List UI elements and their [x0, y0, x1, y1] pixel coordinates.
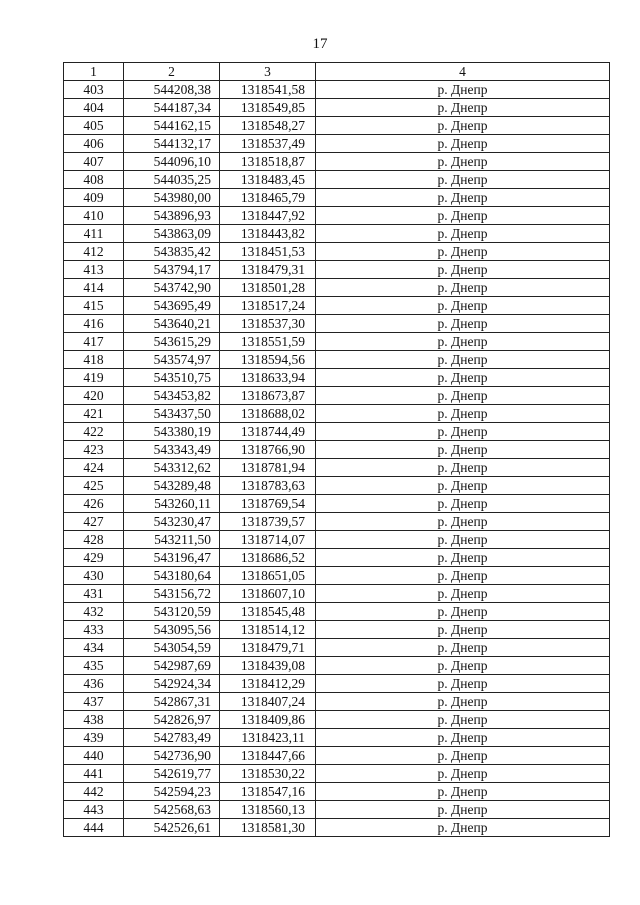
point-number-cell: 413: [64, 261, 124, 279]
table-row: [64, 351, 610, 369]
description-cell: р. Днепр: [316, 693, 610, 711]
x-coordinate-cell: 543510,75: [124, 369, 220, 387]
description-cell: р. Днепр: [316, 675, 610, 693]
description-cell: р. Днепр: [316, 135, 610, 153]
table-row: [64, 621, 610, 639]
column-header-3: 3: [220, 63, 316, 81]
description-cell: р. Днепр: [316, 369, 610, 387]
description-cell: р. Днепр: [316, 387, 610, 405]
description-cell: р. Днепр: [316, 297, 610, 315]
y-coordinate-cell: 1318447,92: [220, 207, 316, 225]
point-number-cell: 415: [64, 297, 124, 315]
point-number-cell: 432: [64, 603, 124, 621]
y-coordinate-cell: 1318451,53: [220, 243, 316, 261]
x-coordinate-cell: 543980,00: [124, 189, 220, 207]
table-row: [64, 315, 610, 333]
table-row: [64, 819, 610, 837]
point-number-cell: 439: [64, 729, 124, 747]
x-coordinate-cell: 543095,56: [124, 621, 220, 639]
y-coordinate-cell: 1318518,87: [220, 153, 316, 171]
point-number-cell: 443: [64, 801, 124, 819]
x-coordinate-cell: 543180,64: [124, 567, 220, 585]
description-cell: р. Днепр: [316, 405, 610, 423]
y-coordinate-cell: 1318651,05: [220, 567, 316, 585]
table-row: [64, 297, 610, 315]
table-row: [64, 153, 610, 171]
table-row: [64, 765, 610, 783]
y-coordinate-cell: 1318783,63: [220, 477, 316, 495]
table-row: [64, 801, 610, 819]
x-coordinate-cell: 543742,90: [124, 279, 220, 297]
table-row: [64, 441, 610, 459]
table-row: [64, 585, 610, 603]
point-number-cell: 442: [64, 783, 124, 801]
y-coordinate-cell: 1318547,16: [220, 783, 316, 801]
description-cell: р. Днепр: [316, 783, 610, 801]
y-coordinate-cell: 1318673,87: [220, 387, 316, 405]
point-number-cell: 424: [64, 459, 124, 477]
x-coordinate-cell: 542987,69: [124, 657, 220, 675]
y-coordinate-cell: 1318537,30: [220, 315, 316, 333]
x-coordinate-cell: 542736,90: [124, 747, 220, 765]
point-number-cell: 412: [64, 243, 124, 261]
table-row: [64, 747, 610, 765]
x-coordinate-cell: 542594,23: [124, 783, 220, 801]
x-coordinate-cell: 542568,63: [124, 801, 220, 819]
description-cell: р. Днепр: [316, 477, 610, 495]
description-cell: р. Днепр: [316, 729, 610, 747]
table-row: [64, 135, 610, 153]
description-cell: р. Днепр: [316, 657, 610, 675]
point-number-cell: 433: [64, 621, 124, 639]
x-coordinate-cell: 544132,17: [124, 135, 220, 153]
table-row: [64, 477, 610, 495]
y-coordinate-cell: 1318744,49: [220, 423, 316, 441]
table-row: [64, 225, 610, 243]
point-number-cell: 441: [64, 765, 124, 783]
point-number-cell: 422: [64, 423, 124, 441]
x-coordinate-cell: 543196,47: [124, 549, 220, 567]
table-row: [64, 639, 610, 657]
x-coordinate-cell: 543615,29: [124, 333, 220, 351]
column-header-2: 2: [124, 63, 220, 81]
point-number-cell: 423: [64, 441, 124, 459]
point-number-cell: 425: [64, 477, 124, 495]
description-cell: р. Днепр: [316, 531, 610, 549]
point-number-cell: 411: [64, 225, 124, 243]
table-row: [64, 171, 610, 189]
x-coordinate-cell: 543835,42: [124, 243, 220, 261]
x-coordinate-cell: 543211,50: [124, 531, 220, 549]
table-row: [64, 783, 610, 801]
point-number-cell: 404: [64, 99, 124, 117]
table-row: [64, 189, 610, 207]
x-coordinate-cell: 543863,09: [124, 225, 220, 243]
table-row: [64, 261, 610, 279]
description-cell: р. Днепр: [316, 225, 610, 243]
y-coordinate-cell: 1318548,27: [220, 117, 316, 135]
y-coordinate-cell: 1318739,57: [220, 513, 316, 531]
x-coordinate-cell: 543437,50: [124, 405, 220, 423]
table-row: [64, 333, 610, 351]
x-coordinate-cell: 543794,17: [124, 261, 220, 279]
description-cell: р. Днепр: [316, 243, 610, 261]
point-number-cell: 407: [64, 153, 124, 171]
description-cell: р. Днепр: [316, 315, 610, 333]
point-number-cell: 436: [64, 675, 124, 693]
y-coordinate-cell: 1318530,22: [220, 765, 316, 783]
description-cell: р. Днепр: [316, 207, 610, 225]
x-coordinate-cell: 544035,25: [124, 171, 220, 189]
table-row: [64, 603, 610, 621]
table-row: [64, 423, 610, 441]
y-coordinate-cell: 1318769,54: [220, 495, 316, 513]
x-coordinate-cell: 544162,15: [124, 117, 220, 135]
description-cell: р. Днепр: [316, 171, 610, 189]
point-number-cell: 416: [64, 315, 124, 333]
description-cell: р. Днепр: [316, 459, 610, 477]
description-cell: р. Днепр: [316, 585, 610, 603]
description-cell: р. Днепр: [316, 711, 610, 729]
x-coordinate-cell: 542826,97: [124, 711, 220, 729]
table-row: [64, 81, 610, 99]
description-cell: р. Днепр: [316, 441, 610, 459]
point-number-cell: 409: [64, 189, 124, 207]
x-coordinate-cell: 543260,11: [124, 495, 220, 513]
x-coordinate-cell: 543640,21: [124, 315, 220, 333]
column-header-1: 1: [64, 63, 124, 81]
point-number-cell: 430: [64, 567, 124, 585]
y-coordinate-cell: 1318607,10: [220, 585, 316, 603]
description-cell: р. Днепр: [316, 99, 610, 117]
x-coordinate-cell: 543156,72: [124, 585, 220, 603]
y-coordinate-cell: 1318766,90: [220, 441, 316, 459]
table-row: [64, 387, 610, 405]
point-number-cell: 427: [64, 513, 124, 531]
x-coordinate-cell: 542526,61: [124, 819, 220, 837]
point-number-cell: 428: [64, 531, 124, 549]
point-number-cell: 405: [64, 117, 124, 135]
coordinates-table: [63, 62, 610, 837]
point-number-cell: 417: [64, 333, 124, 351]
y-coordinate-cell: 1318549,85: [220, 99, 316, 117]
table-row: [64, 459, 610, 477]
point-number-cell: 440: [64, 747, 124, 765]
table-row: [64, 279, 610, 297]
y-coordinate-cell: 1318483,45: [220, 171, 316, 189]
x-coordinate-cell: 543312,62: [124, 459, 220, 477]
point-number-cell: 410: [64, 207, 124, 225]
description-cell: р. Днепр: [316, 747, 610, 765]
y-coordinate-cell: 1318594,56: [220, 351, 316, 369]
table-header-row: [64, 63, 610, 81]
page-number: 17: [312, 36, 328, 52]
description-cell: р. Днепр: [316, 279, 610, 297]
y-coordinate-cell: 1318714,07: [220, 531, 316, 549]
y-coordinate-cell: 1318501,28: [220, 279, 316, 297]
x-coordinate-cell: 542619,77: [124, 765, 220, 783]
table-row: [64, 711, 610, 729]
description-cell: р. Днепр: [316, 567, 610, 585]
x-coordinate-cell: 543230,47: [124, 513, 220, 531]
table-row: [64, 531, 610, 549]
x-coordinate-cell: 542867,31: [124, 693, 220, 711]
point-number-cell: 421: [64, 405, 124, 423]
table-row: [64, 495, 610, 513]
description-cell: р. Днепр: [316, 423, 610, 441]
y-coordinate-cell: 1318537,49: [220, 135, 316, 153]
y-coordinate-cell: 1318423,11: [220, 729, 316, 747]
y-coordinate-cell: 1318447,66: [220, 747, 316, 765]
point-number-cell: 426: [64, 495, 124, 513]
description-cell: р. Днепр: [316, 189, 610, 207]
y-coordinate-cell: 1318686,52: [220, 549, 316, 567]
y-coordinate-cell: 1318412,29: [220, 675, 316, 693]
point-number-cell: 420: [64, 387, 124, 405]
table-row: [64, 99, 610, 117]
description-cell: р. Днепр: [316, 621, 610, 639]
point-number-cell: 444: [64, 819, 124, 837]
point-number-cell: 431: [64, 585, 124, 603]
point-number-cell: 435: [64, 657, 124, 675]
description-cell: р. Днепр: [316, 153, 610, 171]
y-coordinate-cell: 1318633,94: [220, 369, 316, 387]
x-coordinate-cell: 544187,34: [124, 99, 220, 117]
description-cell: р. Днепр: [316, 81, 610, 99]
x-coordinate-cell: 542924,34: [124, 675, 220, 693]
point-number-cell: 408: [64, 171, 124, 189]
description-cell: р. Днепр: [316, 639, 610, 657]
y-coordinate-cell: 1318781,94: [220, 459, 316, 477]
description-cell: р. Днепр: [316, 333, 610, 351]
table-row: [64, 693, 610, 711]
point-number-cell: 429: [64, 549, 124, 567]
table-row: [64, 405, 610, 423]
description-cell: р. Днепр: [316, 117, 610, 135]
x-coordinate-cell: 543343,49: [124, 441, 220, 459]
table-row: [64, 549, 610, 567]
table-row: [64, 513, 610, 531]
x-coordinate-cell: 543896,93: [124, 207, 220, 225]
table-row: [64, 207, 610, 225]
table-row: [64, 369, 610, 387]
x-coordinate-cell: 544096,10: [124, 153, 220, 171]
x-coordinate-cell: 543695,49: [124, 297, 220, 315]
y-coordinate-cell: 1318465,79: [220, 189, 316, 207]
description-cell: р. Днепр: [316, 765, 610, 783]
y-coordinate-cell: 1318409,86: [220, 711, 316, 729]
description-cell: р. Днепр: [316, 495, 610, 513]
y-coordinate-cell: 1318551,59: [220, 333, 316, 351]
table-row: [64, 117, 610, 135]
point-number-cell: 414: [64, 279, 124, 297]
point-number-cell: 403: [64, 81, 124, 99]
description-cell: р. Днепр: [316, 513, 610, 531]
x-coordinate-cell: 543054,59: [124, 639, 220, 657]
x-coordinate-cell: 542783,49: [124, 729, 220, 747]
y-coordinate-cell: 1318541,58: [220, 81, 316, 99]
y-coordinate-cell: 1318581,30: [220, 819, 316, 837]
table-row: [64, 243, 610, 261]
point-number-cell: 438: [64, 711, 124, 729]
table-row: [64, 675, 610, 693]
description-cell: р. Днепр: [316, 801, 610, 819]
y-coordinate-cell: 1318479,31: [220, 261, 316, 279]
y-coordinate-cell: 1318560,13: [220, 801, 316, 819]
table-body: [64, 81, 610, 837]
table-row: [64, 567, 610, 585]
x-coordinate-cell: 543289,48: [124, 477, 220, 495]
x-coordinate-cell: 543380,19: [124, 423, 220, 441]
x-coordinate-cell: 543453,82: [124, 387, 220, 405]
table-row: [64, 657, 610, 675]
description-cell: р. Днепр: [316, 603, 610, 621]
x-coordinate-cell: 543574,97: [124, 351, 220, 369]
y-coordinate-cell: 1318439,08: [220, 657, 316, 675]
description-cell: р. Днепр: [316, 549, 610, 567]
description-cell: р. Днепр: [316, 351, 610, 369]
y-coordinate-cell: 1318514,12: [220, 621, 316, 639]
point-number-cell: 406: [64, 135, 124, 153]
y-coordinate-cell: 1318479,71: [220, 639, 316, 657]
description-cell: р. Днепр: [316, 819, 610, 837]
point-number-cell: 419: [64, 369, 124, 387]
y-coordinate-cell: 1318688,02: [220, 405, 316, 423]
description-cell: р. Днепр: [316, 261, 610, 279]
y-coordinate-cell: 1318407,24: [220, 693, 316, 711]
x-coordinate-cell: 543120,59: [124, 603, 220, 621]
point-number-cell: 434: [64, 639, 124, 657]
y-coordinate-cell: 1318517,24: [220, 297, 316, 315]
column-header-4: 4: [316, 63, 610, 81]
point-number-cell: 437: [64, 693, 124, 711]
y-coordinate-cell: 1318443,82: [220, 225, 316, 243]
point-number-cell: 418: [64, 351, 124, 369]
y-coordinate-cell: 1318545,48: [220, 603, 316, 621]
table-row: [64, 729, 610, 747]
x-coordinate-cell: 544208,38: [124, 81, 220, 99]
